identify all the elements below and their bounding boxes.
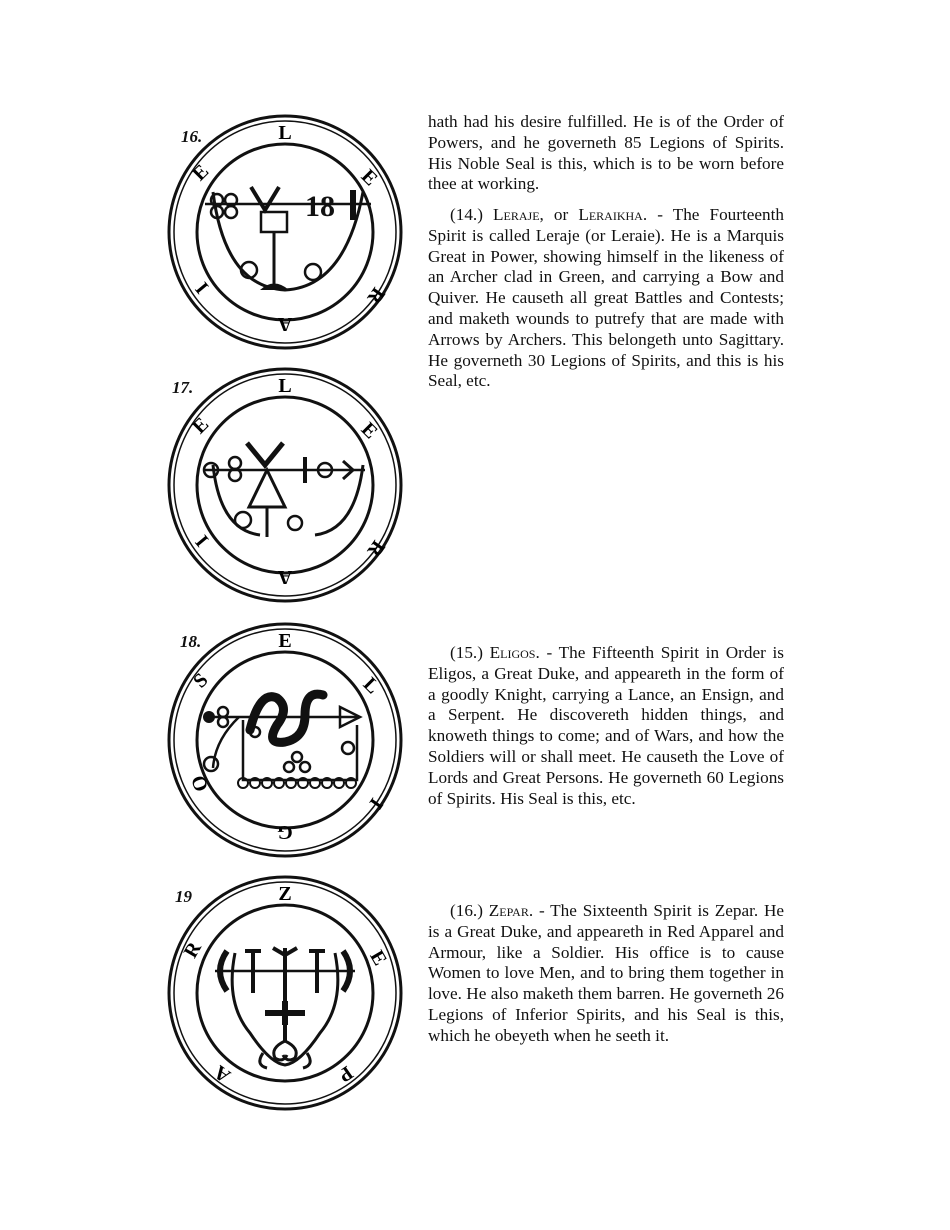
seal-number: 19 [175, 887, 192, 906]
seal-letter: E [356, 165, 382, 191]
seal-letter: E [365, 946, 392, 970]
seal-letter: A [277, 313, 293, 335]
paragraph-continuation: hath had his desire fulfilled. He is of the Order of Powers, and he governeth 85 Legions of Spirits. His Noble Seal is this, which is to be worn before thee at working. [428, 112, 784, 194]
entry-number: (15.) [450, 643, 490, 662]
seal-letter: R [362, 536, 390, 561]
seal-letter: E [278, 630, 292, 652]
seal-image [165, 365, 405, 605]
seal-image [165, 112, 405, 352]
seal-number: 17. [172, 378, 194, 397]
seal-number: 16. [181, 127, 203, 146]
seal-letter: A [210, 1060, 235, 1087]
seal-letter: P [334, 1061, 357, 1087]
seal-letter: A [277, 566, 293, 588]
seal-number: 18. [180, 632, 202, 651]
svg-text:18: 18 [305, 190, 335, 223]
paragraph-body: . - The Sixteenth Spirit is Zepar. He is a Great Duke, and appeareth in Red Apparel and Armour, like a Soldier. His office is to cause Women to love Men, and to bring them together in love. He also maketh them barren. He governeth 26 Legions of Inferior Spirits, and his Seal is this, which he obeyeth when he seeth it. [428, 901, 784, 1045]
seal-letter: I [191, 530, 214, 551]
paragraph-body: . - The Fifteenth Spirit in Order is Eligos, a Great Duke, and appeareth in the form of a goodly Knight, carrying a Lance, an Ensign, and a Serpent. He discovereth hidden things, and knoweth things to come; and of Wars, and how the Soldiers will or shall meet. He causeth the Love of Lords and Great Persons. He governeth 60 Legions of Spirits. His Seal is this, etc. [428, 643, 784, 808]
seal-letter: O [187, 772, 214, 795]
spirit-name: Zepar [488, 901, 529, 920]
seal-letter: R [362, 283, 390, 308]
seal-image [165, 620, 405, 860]
seal-letter: L [358, 673, 384, 699]
seal-letter: E [188, 160, 214, 186]
spirit-alt-name: Leraikha [578, 205, 643, 224]
seal-letter: E [188, 413, 214, 439]
seal-letter: E [356, 418, 382, 444]
seal-image [165, 873, 405, 1113]
entry-number: (14.) [450, 205, 494, 224]
spirit-name: Leraje [493, 205, 540, 224]
seal-letter: Z [278, 883, 292, 905]
paragraph-body: . - The Fourteenth Spirit is called Leraje (or Leraie). He is a Marquis Great in Power, showing himself in the likeness of an Archer clad in Green, and carrying a Bow and Quiver. He causeth all great Battles and Contests; and maketh wounds to putrefy that are made with Arrows by Archers. This belongeth unto Sagittary. He governeth 30 Legions of Spirits, and this is his Seal, etc. [428, 205, 784, 391]
seal-letter: L [278, 375, 292, 397]
seal-letter: R [179, 938, 206, 962]
seal-letter: I [364, 793, 388, 813]
paragraph-leraje [428, 205, 784, 392]
seal-letter: G [277, 821, 293, 843]
spirit-name: Eligos [489, 643, 536, 662]
paragraph-zepar [428, 901, 784, 1047]
paragraph-eligos [428, 643, 784, 809]
seal-letter: L [278, 122, 292, 144]
entry-number: (16.) [450, 901, 489, 920]
conjunction-text: , or [539, 205, 579, 224]
seal-letter: I [191, 277, 214, 298]
seal-letter: S [189, 669, 213, 693]
